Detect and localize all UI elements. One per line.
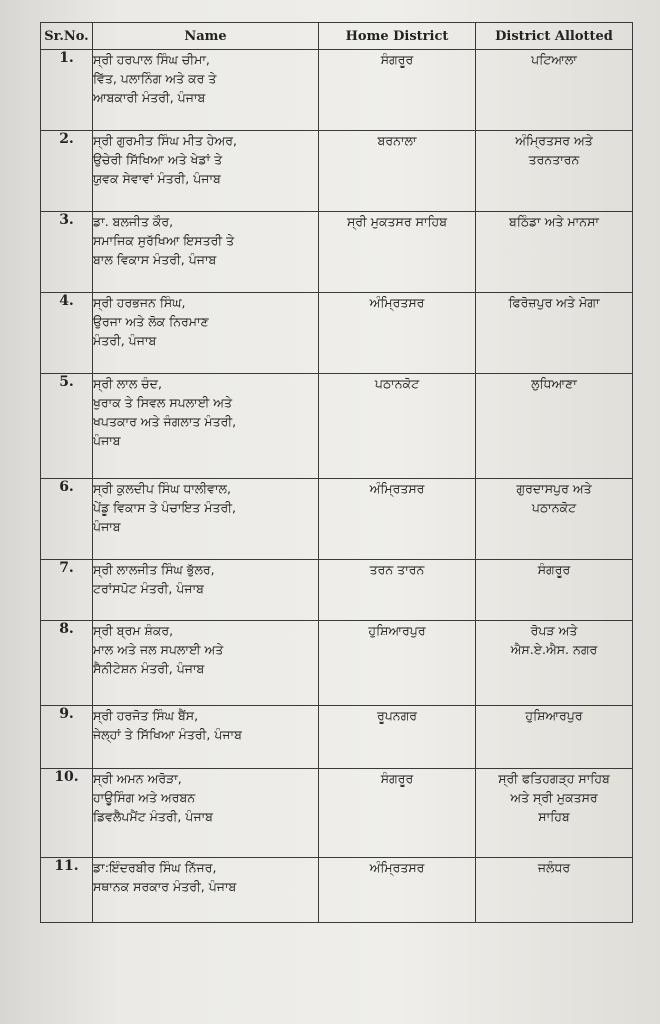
name-line: ਸ੍ਰੀ ਲਾਲ ਚੰਦ, <box>93 376 162 391</box>
allotted-line: ਹੁਸ਼ਿਆਰਪੁਰ <box>525 708 583 723</box>
allotted-line: ਬਠਿੰਡਾ ਅਤੇ ਮਾਨਸਾ <box>509 214 599 229</box>
allotted-line: ਲੁਧਿਆਣਾ <box>531 376 577 391</box>
header-district-allotted: District Allotted <box>476 23 633 50</box>
minister-name-cell <box>93 50 319 131</box>
serial-number: 11. <box>41 858 93 923</box>
table-row <box>41 769 633 858</box>
home-district-line: ਸ੍ਰੀ ਮੁਕਤਸਰ ਸਾਹਿਬ <box>346 214 447 229</box>
name-line: ਸ੍ਰੀ ਕੁਲਦੀਪ ਸਿੰਘ ਧਾਲੀਵਾਲ, <box>93 481 231 496</box>
table-row <box>41 560 633 621</box>
home-district-cell <box>319 858 476 923</box>
table-row <box>41 858 633 923</box>
home-district-cell <box>319 212 476 293</box>
table-row <box>41 212 633 293</box>
home-district-line: ਅੰਮ੍ਰਿਤਸਰ <box>369 295 425 310</box>
table-header <box>41 23 633 50</box>
name-line: ਸਥਾਨਕ ਸਰਕਾਰ ਮੰਤਰੀ, ਪੰਜਾਬ <box>93 879 237 894</box>
table-row <box>41 374 633 479</box>
district-allotted-cell <box>476 706 633 769</box>
home-district-cell <box>319 769 476 858</box>
district-allotted-cell <box>476 560 633 621</box>
name-line: ਖੁਰਾਕ ਤੇ ਸਿਵਲ ਸਪਲਾਈ ਅਤੇ <box>93 395 233 410</box>
home-district-line: ਪਠਾਨਕੋਟ <box>374 376 420 391</box>
home-district-line: ਸੰਗਰੂਰ <box>380 771 414 786</box>
home-district-cell <box>319 50 476 131</box>
name-line: ਜੇਲ੍ਹਾਂ ਤੇ ਸਿੱਖਿਆ ਮੰਤਰੀ, ਪੰਜਾਬ <box>93 727 242 742</box>
name-line: ਉਚੇਰੀ ਸਿੱਖਿਆ ਅਤੇ ਖੇਡਾਂ ਤੇ <box>93 152 223 167</box>
serial-number: 8. <box>41 621 93 706</box>
name-line: ਸ੍ਰੀ ਗੁਰਮੀਤ ਸਿੰਘ ਮੀਤ ਹੇਅਰ, <box>93 133 237 148</box>
name-line: ਖਪਤਕਾਰ ਅਤੇ ਜੰਗਲਾਤ ਮੰਤਰੀ, <box>93 414 237 429</box>
home-district-cell <box>319 560 476 621</box>
serial-number: 5. <box>41 374 93 479</box>
district-allotted-cell <box>476 293 633 374</box>
minister-name-cell <box>93 858 319 923</box>
allotted-line: ਤਰਨਤਾਰਨ <box>528 152 580 167</box>
name-line: ਸ੍ਰੀ ਲਾਲਜੀਤ ਸਿੰਘ ਭੁੱਲਰ, <box>93 562 215 577</box>
serial-number: 9. <box>41 706 93 769</box>
allotted-line: ਪਟਿਆਲਾ <box>531 52 577 67</box>
district-allotted-cell <box>476 374 633 479</box>
name-line: ਮਾਲ ਅਤੇ ਜਲ ਸਪਲਾਈ ਅਤੇ <box>93 642 224 657</box>
name-line: ਡਾ. ਬਲਜੀਤ ਕੌਰ, <box>93 214 174 229</box>
home-district-line: ਹੁਸ਼ਿਆਰਪੁਰ <box>368 623 426 638</box>
header-row <box>41 23 633 50</box>
minister-name-cell <box>93 293 319 374</box>
header-home-district: Home District <box>319 23 476 50</box>
allotted-line: ਸੰਗਰੂਰ <box>537 562 571 577</box>
home-district-line: ਅੰਮ੍ਰਿਤਸਰ <box>369 860 425 875</box>
district-allotted-cell <box>476 621 633 706</box>
name-line: ਸੈਨੀਟੇਸ਼ਨ ਮੰਤਰੀ, ਪੰਜਾਬ <box>93 661 205 676</box>
name-line: ਪੇਂਡੂ ਵਿਕਾਸ ਤੇ ਪੰਚਾਇਤ ਮੰਤਰੀ, <box>93 500 236 515</box>
name-line: ਸ੍ਰੀ ਬ੍ਰਮ ਸ਼ੰਕਰ, <box>93 623 174 638</box>
minister-name-cell <box>93 131 319 212</box>
allotted-line: ਗੁਰਦਾਸਪੁਰ ਅਤੇ <box>516 481 592 496</box>
serial-number: 4. <box>41 293 93 374</box>
name-line: ਸ੍ਰੀ ਹਰਜੋਤ ਸਿੰਘ ਬੈਂਸ, <box>93 708 199 723</box>
home-district-line: ਰੂਪਨਗਰ <box>376 708 418 723</box>
name-line: ਪੰਜਾਬ <box>93 433 121 448</box>
home-district-line: ਤਰਨ ਤਾਰਨ <box>369 562 425 577</box>
table-row <box>41 706 633 769</box>
home-district-cell <box>319 621 476 706</box>
allotted-line: ਸਾਹਿਬ <box>538 809 570 824</box>
name-line: ਸ੍ਰੀ ਹਰਪਾਲ ਸਿੰਘ ਚੀਮਾ, <box>93 52 210 67</box>
home-district-cell <box>319 479 476 560</box>
name-line: ਸ੍ਰੀ ਅਮਨ ਅਰੋੜਾ, <box>93 771 182 786</box>
name-line: ਮੰਤਰੀ, ਪੰਜਾਬ <box>93 333 157 348</box>
allotted-line: ਰੋਪੜ ਅਤੇ <box>530 623 578 638</box>
minister-name-cell <box>93 560 319 621</box>
home-district-line: ਸੰਗਰੂਰ <box>380 52 414 67</box>
district-allotted-cell <box>476 212 633 293</box>
minister-name-cell <box>93 479 319 560</box>
name-line: ਯੁਵਕ ਸੇਵਾਵਾਂ ਮੰਤਰੀ, ਪੰਜਾਬ <box>93 171 221 186</box>
name-line: ਬਾਲ ਵਿਕਾਸ ਮੰਤਰੀ, ਪੰਜਾਬ <box>93 252 217 267</box>
name-line: ਉਰਜਾ ਅਤੇ ਲੋਕ ਨਿਰਮਾਣ <box>93 314 209 329</box>
home-district-line: ਅੰਮ੍ਰਿਤਸਰ <box>369 481 425 496</box>
allotted-line: ਸ੍ਰੀ ਫਤਿਹਗੜ੍ਹ ਸਾਹਿਬ <box>498 771 610 786</box>
minister-name-cell <box>93 706 319 769</box>
minister-name-cell <box>93 621 319 706</box>
name-line: ਵਿੱਤ, ਪਲਾਨਿੰਗ ਅਤੇ ਕਰ ਤੇ <box>93 71 217 86</box>
name-line: ਸ੍ਰੀ ਹਰਭਜਨ ਸਿੰਘ, <box>93 295 186 310</box>
minister-name-cell <box>93 769 319 858</box>
name-line: ਡਾ:ਇੰਦਰਬੀਰ ਸਿੰਘ ਨਿੱਜਰ, <box>93 860 217 875</box>
allotted-line: ਅੰਮ੍ਰਿਤਸਰ ਅਤੇ <box>515 133 593 148</box>
name-line: ਡਿਵਲੈਪਮੈਂਟ ਮੰਤਰੀ, ਪੰਜਾਬ <box>93 809 213 824</box>
table-row <box>41 293 633 374</box>
name-line: ਪੰਜਾਬ <box>93 519 121 534</box>
header-name: Name <box>93 23 319 50</box>
table-row <box>41 50 633 131</box>
table-row <box>41 131 633 212</box>
allotted-line: ਐਸ.ਏ.ਐਸ. ਨਗਰ <box>510 642 598 657</box>
serial-number: 3. <box>41 212 93 293</box>
home-district-cell <box>319 374 476 479</box>
table-body <box>41 50 633 923</box>
district-allotted-cell <box>476 131 633 212</box>
district-allotted-cell <box>476 50 633 131</box>
serial-number: 10. <box>41 769 93 858</box>
minister-name-cell <box>93 374 319 479</box>
table-row <box>41 479 633 560</box>
serial-number: 1. <box>41 50 93 131</box>
district-allotment-table <box>40 22 633 923</box>
name-line: ਟਰਾਂਸਪੋਟ ਮੰਤਰੀ, ਪੰਜਾਬ <box>93 581 204 596</box>
home-district-cell <box>319 706 476 769</box>
district-allotted-cell <box>476 479 633 560</box>
allotted-line: ਅਤੇ ਸ੍ਰੀ ਮੁਕਤਸਰ <box>510 790 598 805</box>
header-sr-no: Sr.No. <box>41 23 93 50</box>
minister-name-cell <box>93 212 319 293</box>
allotted-line: ਫਿਰੋਜ਼ਪੁਰ ਅਤੇ ਮੋਗਾ <box>508 295 600 310</box>
allotted-line: ਪਠਾਨਕੋਟ <box>531 500 577 515</box>
name-line: ਸਮਾਜਿਕ ਸੁਰੱਖਿਆ ਇਸਤਰੀ ਤੇ <box>93 233 235 248</box>
serial-number: 6. <box>41 479 93 560</box>
serial-number: 7. <box>41 560 93 621</box>
home-district-cell <box>319 131 476 212</box>
allotted-line: ਜਲੰਧਰ <box>537 860 571 875</box>
table-row <box>41 621 633 706</box>
district-allotted-cell <box>476 769 633 858</box>
name-line: ਆਬਕਾਰੀ ਮੰਤਰੀ, ਪੰਜਾਬ <box>93 90 206 105</box>
home-district-line: ਬਰਨਾਲਾ <box>377 133 417 148</box>
serial-number: 2. <box>41 131 93 212</box>
district-allotted-cell <box>476 858 633 923</box>
name-line: ਹਾਊਸਿੰਗ ਅਤੇ ਅਰਬਨ <box>93 790 196 805</box>
home-district-cell <box>319 293 476 374</box>
